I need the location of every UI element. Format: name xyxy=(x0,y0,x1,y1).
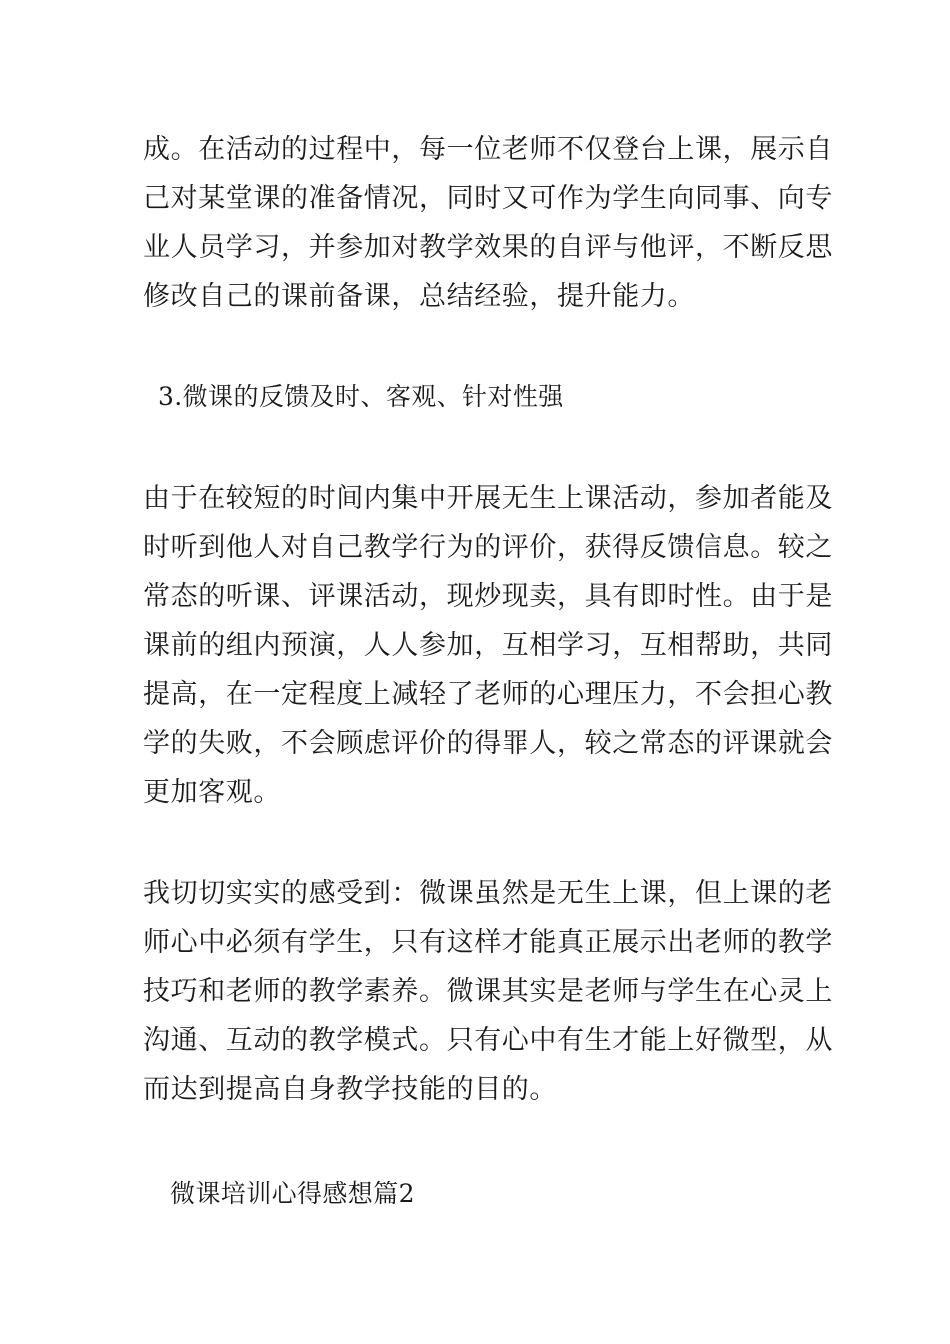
paragraph-1-line-1: 成。在活动的过程中，每一位老师不仅登台上课，展示自 xyxy=(143,134,833,165)
paragraph-2-line-4: 课前的组内预演，人人参加，互相学习，互相帮助，共同 xyxy=(143,630,833,661)
section-heading: 3.微课的反馈及时、客观、针对性强 xyxy=(158,382,564,411)
paragraph-2-line-7: 更加客观。 xyxy=(143,777,281,808)
paragraph-2-line-6: 学的失败，不会顾虑评价的得罪人，较之常态的评课就会 xyxy=(143,728,833,759)
paragraph-2-line-3: 常态的听课、评课活动，现炒现卖，具有即时性。由于是 xyxy=(143,581,833,612)
paragraph-2-line-5: 提高，在一定程度上减轻了老师的心理压力，不会担心教 xyxy=(143,679,833,710)
paragraph-1-line-3: 业人员学习，并参加对教学效果的自评与他评，不断反思 xyxy=(143,232,833,263)
paragraph-2-line-1: 由于在较短的时间内集中开展无生上课活动，参加者能及 xyxy=(143,483,833,514)
paragraph-3-line-2: 师心中必须有学生，只有这样才能真正展示出老师的教学 xyxy=(143,927,833,958)
paragraph-3-line-4: 沟通、互动的教学模式。只有心中有生才能上好微型，从 xyxy=(143,1025,833,1056)
paragraph-3-line-5: 而达到提高自身教学技能的目的。 xyxy=(143,1074,557,1105)
part-heading: 微课培训心得感想篇2 xyxy=(170,1179,415,1208)
paragraph-3-line-1: 我切切实实的感受到：微课虽然是无生上课，但上课的老 xyxy=(143,878,833,909)
paragraph-1-line-4: 修改自己的课前备课，总结经验，提升能力。 xyxy=(143,281,695,312)
paragraph-2-line-2: 时听到他人对自己教学行为的评价，获得反馈信息。较之 xyxy=(143,532,833,563)
paragraph-3-line-3: 技巧和老师的教学素养。微课其实是老师与学生在心灵上 xyxy=(143,976,833,1007)
paragraph-1-line-2: 己对某堂课的准备情况，同时又可作为学生向同事、向专 xyxy=(143,183,833,214)
